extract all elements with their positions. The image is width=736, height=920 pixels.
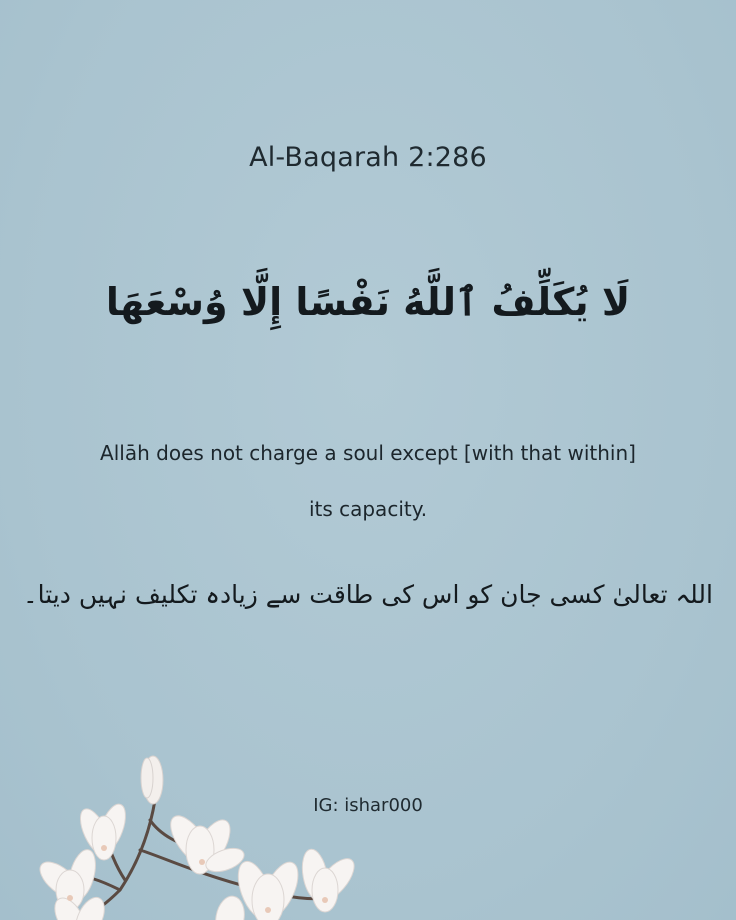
english-translation xyxy=(40,425,696,537)
translation-line-1: Allāh does not charge a soul except [with that within] xyxy=(100,441,636,465)
translation-line-2: its capacity. xyxy=(308,497,428,521)
magnolia-flowers-illustration xyxy=(0,740,380,920)
instagram-credit: IG: ishar000 xyxy=(313,795,423,816)
urdu-translation: اللہ تعالیٰ کسی جان کو اس کی طاقت سے زیادہ تکلیف نہیں دیتا۔ xyxy=(22,580,713,609)
verse-reference: Al-Baqarah 2:286 xyxy=(249,142,487,173)
magnolia-flower xyxy=(299,847,361,912)
flower-bud xyxy=(141,756,163,804)
arabic-verse: لَا يُكَلِّفُ ٱللَّهُ نَفْسًا إِلَّا وُسْعَهَا xyxy=(105,280,631,324)
magnolia-flower xyxy=(163,810,247,877)
